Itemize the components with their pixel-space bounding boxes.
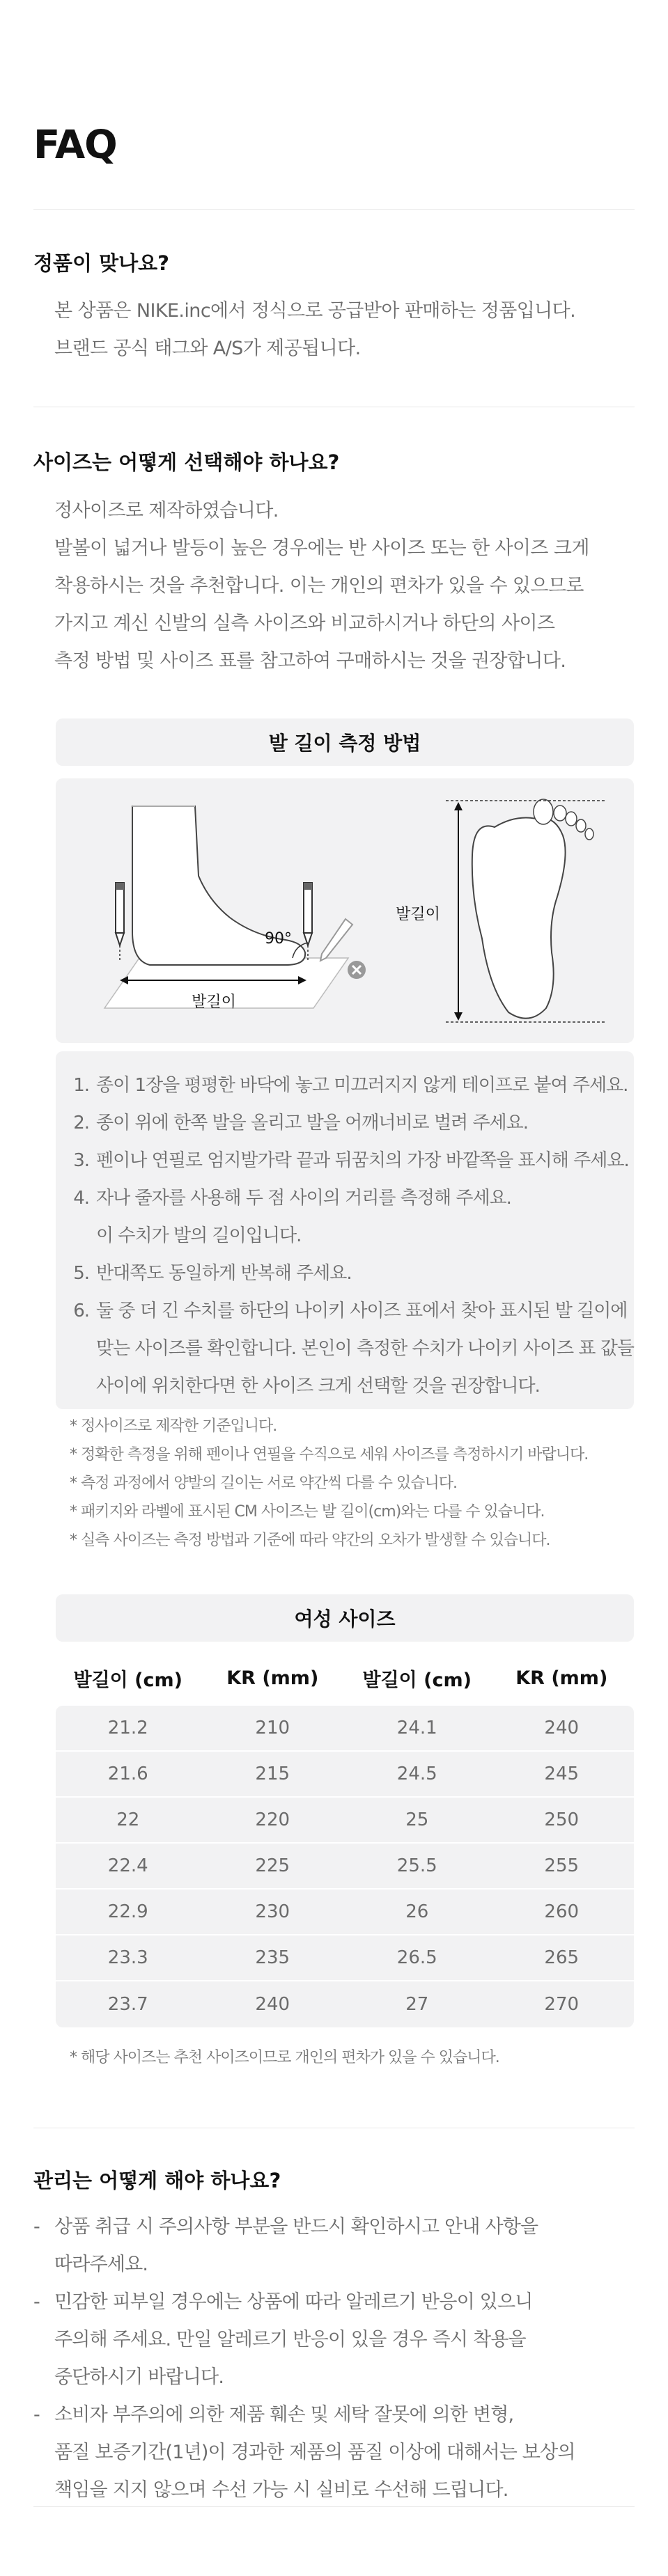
table-cell: 230 <box>255 1901 290 1922</box>
question-authentic-title: 정품이 맞나요? <box>33 251 170 275</box>
table-cell: 250 <box>544 1809 580 1830</box>
table-cell: 23.7 <box>107 1994 148 2015</box>
step-number: 2. <box>73 1113 89 1133</box>
note-line: * 패키지와 라벨에 표시된 CM 사이즈는 발 길이(cm)와는 다를 수 있습니다. <box>70 1503 545 1521</box>
step-number: 1. <box>73 1075 89 1096</box>
table-cell: 240 <box>544 1718 580 1738</box>
table-cell: 21.6 <box>107 1764 148 1784</box>
size-table-header <box>56 1654 634 1702</box>
answer-authentic <box>54 292 635 368</box>
care-line: 책임을 지지 않으며 수선 가능 시 실비로 수선해 드립니다. <box>54 2479 508 2501</box>
note-line: * 실측 사이즈는 측정 방법과 기준에 따라 약간의 오차가 발생할 수 있습니다. <box>70 1532 550 1549</box>
header-foot-length: 발길이 (cm) <box>362 1669 472 1691</box>
page-title: FAQ <box>33 123 117 168</box>
list-item <box>33 2208 635 2284</box>
care-line: 소비자 부주의에 의한 제품 훼손 및 세탁 잘못에 의한 변형, <box>54 2404 514 2426</box>
care-line: 상품 취급 시 주의사항 부분을 반드시 확인하시고 안내 사항을 <box>54 2216 538 2238</box>
step-number: 4. <box>73 1188 89 1209</box>
left-pencil-icon <box>116 883 124 961</box>
step-line: 둘 중 더 긴 수치를 하단의 나이키 사이즈 표에서 찾아 표시된 발 길이에 <box>96 1301 628 1321</box>
note-line: * 측정 과정에서 양발의 길이는 서로 약간씩 다를 수 있습니다. <box>70 1475 457 1492</box>
list-dash: - <box>33 2291 40 2313</box>
table-cell: 22.9 <box>107 1901 148 1922</box>
list-item <box>33 2396 635 2509</box>
table-cell: 215 <box>255 1764 290 1784</box>
answer-line: 본 상품은 NIKE.inc에서 정식으로 공급받아 판매하는 정품입니다. <box>54 300 576 322</box>
table-cell: 245 <box>544 1764 580 1784</box>
step-line: 펜이나 연필로 엄지발가락 끝과 뒤꿈치의 가장 바깥쪽을 표시해 주세요. <box>96 1150 629 1171</box>
step-line: 자나 줄자를 사용해 두 점 사이의 거리를 측정해 주세요. <box>96 1188 511 1209</box>
table-cell: 25 <box>405 1809 429 1830</box>
measure-steps <box>56 1051 634 1409</box>
note-line: * 정사이즈로 제작한 기준입니다. <box>70 1417 277 1435</box>
answer-line: 착용하시는 것을 추천합니다. 이는 개인의 편차가 있을 수 있으므로 <box>54 575 584 597</box>
step-number: 3. <box>73 1150 89 1171</box>
table-cell: 24.1 <box>396 1718 437 1738</box>
table-cell: 235 <box>255 1947 290 1968</box>
table-cell: 26.5 <box>396 1947 437 1968</box>
step-item <box>70 1292 635 1405</box>
step-item <box>70 1179 620 1255</box>
list-dash: - <box>33 2216 40 2238</box>
table-cell: 255 <box>544 1855 580 1876</box>
table-cell: 260 <box>544 1901 580 1922</box>
question-size-title: 사이즈는 어떻게 선택해야 하나요? <box>33 450 340 474</box>
table-row <box>56 1706 634 1752</box>
step-number: 6. <box>73 1301 89 1321</box>
table-row <box>56 1844 634 1890</box>
table-cell: 26 <box>405 1901 429 1922</box>
size-table-note: * 해당 사이즈는 추천 사이즈이므로 개인의 편차가 있을 수 있습니다. <box>70 2049 499 2066</box>
step-item <box>70 1142 629 1179</box>
answer-line: 브랜드 공식 태그와 A/S가 제공됩니다. <box>54 338 361 359</box>
step-line: 종이 1장을 평평한 바닥에 놓고 미끄러지지 않게 테이프로 붙여 주세요. <box>96 1075 628 1096</box>
measure-notes <box>70 1412 634 1555</box>
step-item <box>70 1255 620 1292</box>
step-line: 맞는 사이즈를 확인합니다. 본인이 측정한 수치가 나이키 사이즈 표 값들 <box>96 1338 635 1359</box>
care-line: 따라주세요. <box>54 2254 148 2275</box>
header-kr-mm: KR (mm) <box>515 1667 608 1689</box>
care-line: 품질 보증기간(1년)이 경과한 제품의 품질 이상에 대해서는 보상의 <box>54 2442 575 2463</box>
table-cell: 240 <box>255 1994 290 2015</box>
answer-line: 정사이즈로 제작하였습니다. <box>54 500 279 521</box>
step-item <box>70 1067 628 1104</box>
right-pencil-icon <box>304 883 312 961</box>
header-kr-mm: KR (mm) <box>226 1667 319 1689</box>
table-cell: 210 <box>255 1718 290 1738</box>
table-cell: 22 <box>116 1809 140 1830</box>
table-cell: 220 <box>255 1809 290 1830</box>
table-cell: 225 <box>255 1855 290 1876</box>
care-line: 민감한 피부일 경우에는 상품에 따라 알레르기 반응이 있으니 <box>54 2291 533 2313</box>
step-line: 이 수치가 발의 길이입니다. <box>96 1225 302 1246</box>
list-dash: - <box>33 2404 40 2426</box>
table-row <box>56 1752 634 1798</box>
table-cell: 21.2 <box>107 1718 148 1738</box>
table-cell: 24.5 <box>396 1764 437 1784</box>
care-line: 주의해 주세요. 만일 알레르기 반응이 있을 경우 즉시 착용을 <box>54 2329 526 2350</box>
length-label-bottom: 발길이 <box>192 994 236 1011</box>
angle-label: 90° <box>265 930 292 948</box>
measure-method-title: 발 길이 측정 방법 <box>56 718 634 766</box>
table-cell: 27 <box>405 1994 429 2015</box>
table-row <box>56 1935 634 1981</box>
answer-size <box>54 492 635 680</box>
answer-line: 발볼이 넓거나 발등이 높은 경우에는 반 사이즈 또는 한 사이즈 크게 <box>54 537 589 559</box>
note-line: * 정확한 측정을 위해 펜이나 연필을 수직으로 세워 사이즈를 측정하시기 바랍니다. <box>70 1446 589 1463</box>
foot-measure-diagram <box>56 778 634 1043</box>
top-foot-icon <box>472 818 566 1019</box>
step-line: 종이 위에 한쪽 발을 올리고 발을 어깨너비로 벌려 주세요. <box>96 1113 529 1133</box>
care-line: 중단하시기 바랍니다. <box>54 2366 224 2388</box>
step-line: 반대쪽도 동일하게 반복해 주세요. <box>96 1263 352 1284</box>
answer-line: 측정 방법 및 사이즈 표를 참고하여 구매하시는 것을 권장합니다. <box>54 650 566 672</box>
table-cell: 23.3 <box>107 1947 148 1968</box>
table-cell: 265 <box>544 1947 580 1968</box>
size-table <box>56 1654 634 2027</box>
divider <box>33 2506 635 2507</box>
step-item <box>70 1104 620 1142</box>
step-line: 사이에 위치한다면 한 사이즈 크게 선택할 것을 권장합니다. <box>96 1376 540 1397</box>
table-row <box>56 1798 634 1844</box>
header-foot-length: 발길이 (cm) <box>73 1669 182 1691</box>
list-item <box>33 2284 635 2396</box>
table-cell: 22.4 <box>107 1855 148 1876</box>
divider <box>33 209 635 210</box>
table-row <box>56 1981 634 2027</box>
length-label-side: 발길이 <box>396 906 440 923</box>
care-list <box>33 2208 635 2509</box>
question-care-title: 관리는 어떻게 해야 하나요? <box>33 2169 281 2192</box>
answer-line: 가지고 계신 신발의 실측 사이즈와 비교하시거나 하단의 사이즈 <box>54 613 555 634</box>
size-table-title: 여성 사이즈 <box>56 1594 634 1642</box>
table-cell: 270 <box>544 1994 580 2015</box>
table-row <box>56 1890 634 1935</box>
table-cell: 25.5 <box>396 1855 437 1876</box>
foot-measure-illustration <box>56 778 634 1043</box>
step-number: 5. <box>73 1263 89 1284</box>
size-table-body <box>56 1706 634 2027</box>
